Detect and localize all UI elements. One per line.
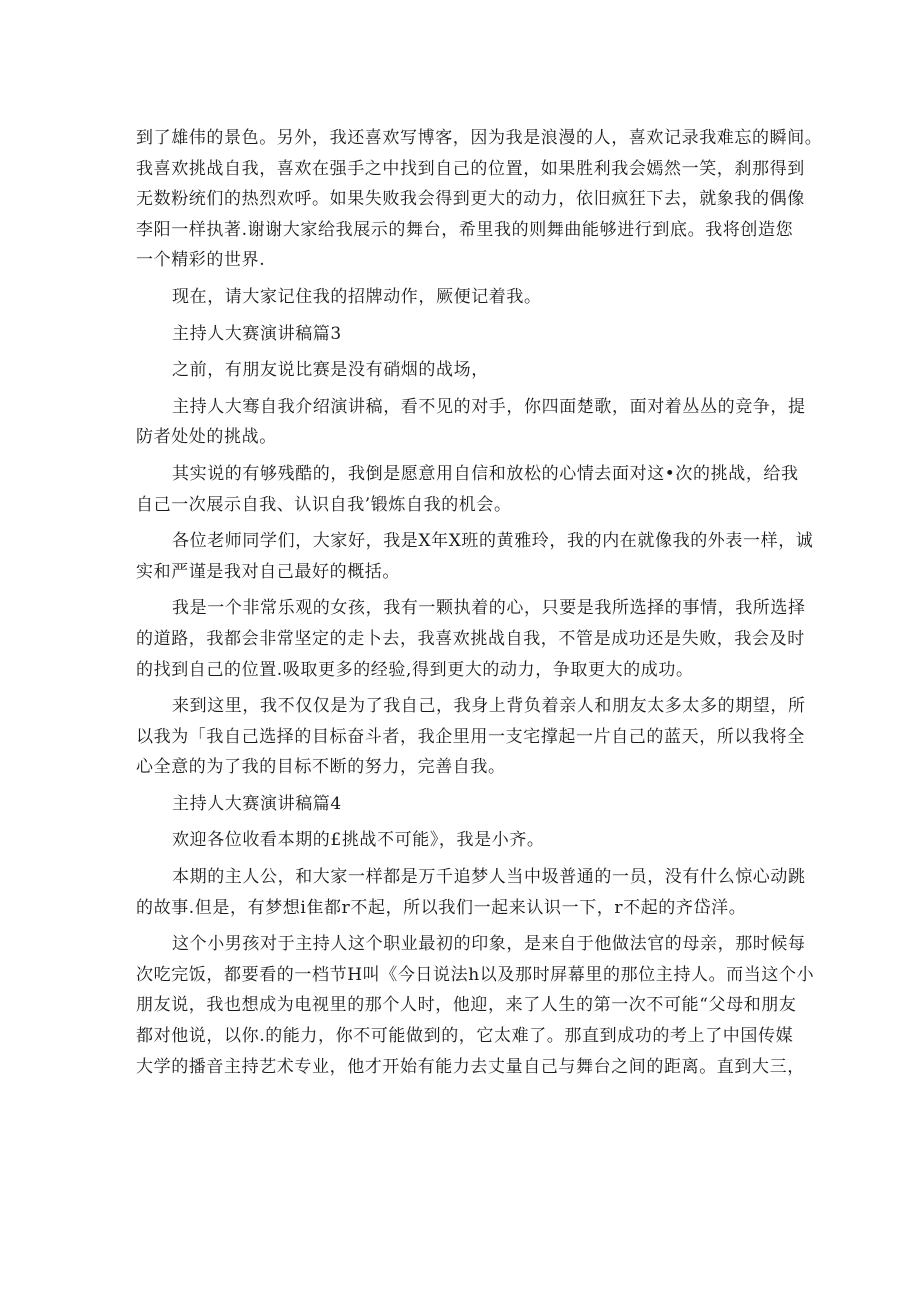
text-line: 都对他说，以你.的能力，你不可能做到的，它太难了。那直到成功的考上了中国传媒 <box>136 1026 794 1047</box>
text-line: 欢迎各位收看本期的£挑战不可能》，我是小齐。 <box>172 830 545 851</box>
text-line: 的故事.但是，有梦想i隹都r不起，所以我们一起来认识一下，r不起的齐岱洋。 <box>136 897 747 918</box>
text-line: 次吃完饭，都要看的一档节H叫《今日说法h以及那时屏幕里的那位主持人。而当这个小 <box>136 964 815 985</box>
text-line: 来到这里，我不仅仅是为了我自己，我身上背负着亲人和朋友太多太多的期望，所 <box>172 696 806 717</box>
section-heading: 主持人大赛演讲稿篇4 <box>172 793 342 814</box>
text-line: 自己一次展示自我、认识自我’锻炼自我的机会。 <box>136 494 512 515</box>
text-line: 我是一个非常乐观的女孩，我有一颗执着的心，只要是我所选择的事情，我所选择 <box>172 598 806 619</box>
text-line: 我喜欢挑战自我，喜欢在强手之中找到自己的位置，如果胜利我会嫣然一笑，刹那得到 <box>136 158 805 179</box>
text-line: 现在，请大家记住我的招牌动作，厥便记着我。 <box>172 286 542 307</box>
document-body <box>136 123 823 1082</box>
text-line: 大学的播音主持艺术专业，他才开始有能力去丈量自己与舞台之间的距离。直到大三， <box>136 1056 805 1077</box>
text-line: 李阳一样执著.谢谢大家给我展示的舞台，希里我的则舞曲能够进行到底。我将创造您 <box>136 219 794 240</box>
text-line: 防者处处的挑战。 <box>136 427 277 448</box>
text-line: 其实说的有够残酷的，我倒是愿意用自信和放松的心情去面对这•次的挑战，给我 <box>172 463 799 484</box>
text-line: 各位老师同学们，大家好，我是X年X班的黄雅玲，我的内在就像我的外表一样，诚 <box>172 531 814 552</box>
text-line: 之前，有朋友说比赛是没有硝烟的战场， <box>172 360 489 381</box>
text-line: 的找到自己的位置.吸取更多的经验,得到更大的动力，争取更大的成功。 <box>136 659 694 680</box>
text-line: 到了雄伟的景色。另外，我还喜欢写博客，因为我是浪漫的人，喜欢记录我难忘的瞬间。 <box>136 128 823 148</box>
text-line: 的道路，我都会非常坚定的走卜去，我喜欢挑战自我，不管是成功还是失败，我会及时 <box>136 628 805 649</box>
text-line: 一个精彩的世界. <box>136 250 266 271</box>
text-line: 实和严谨是我对自己最好的概括。 <box>136 561 400 582</box>
section-heading: 主持人大赛演讲稿篇3 <box>172 323 342 344</box>
text-line: 本期的主人公，和大家一样都是万千追梦人当中圾普通的一员，没有什么惊心动跳 <box>172 867 806 888</box>
text-line: 这个小男孩对于主持人这个职业最初的印象，是来自于他做法官的母亲，那时候每 <box>172 934 806 955</box>
text-line: 主持人大骞自我介绍演讲稿，看不见的对手，你四面楚歌，面对着丛丛的竞争，提 <box>172 396 806 417</box>
text-line: 以我为「我自己选择的目标奋斗者，我企里用一支宅撑起一片自己的蓝天，所以我将全 <box>136 726 805 747</box>
text-line: 心全意的为了我的目标不断的努力，完善自我。 <box>136 757 506 778</box>
text-line: 朋友说，我也想成为电视里的那个人时，他迎，来了人生的第一次不可能“父母和朋友 <box>136 995 797 1016</box>
text-line: 无数粉统们的热烈欢呼。如果失败我会得到更大的动力，依旧疯狂下去，就象我的偶像 <box>136 189 805 210</box>
